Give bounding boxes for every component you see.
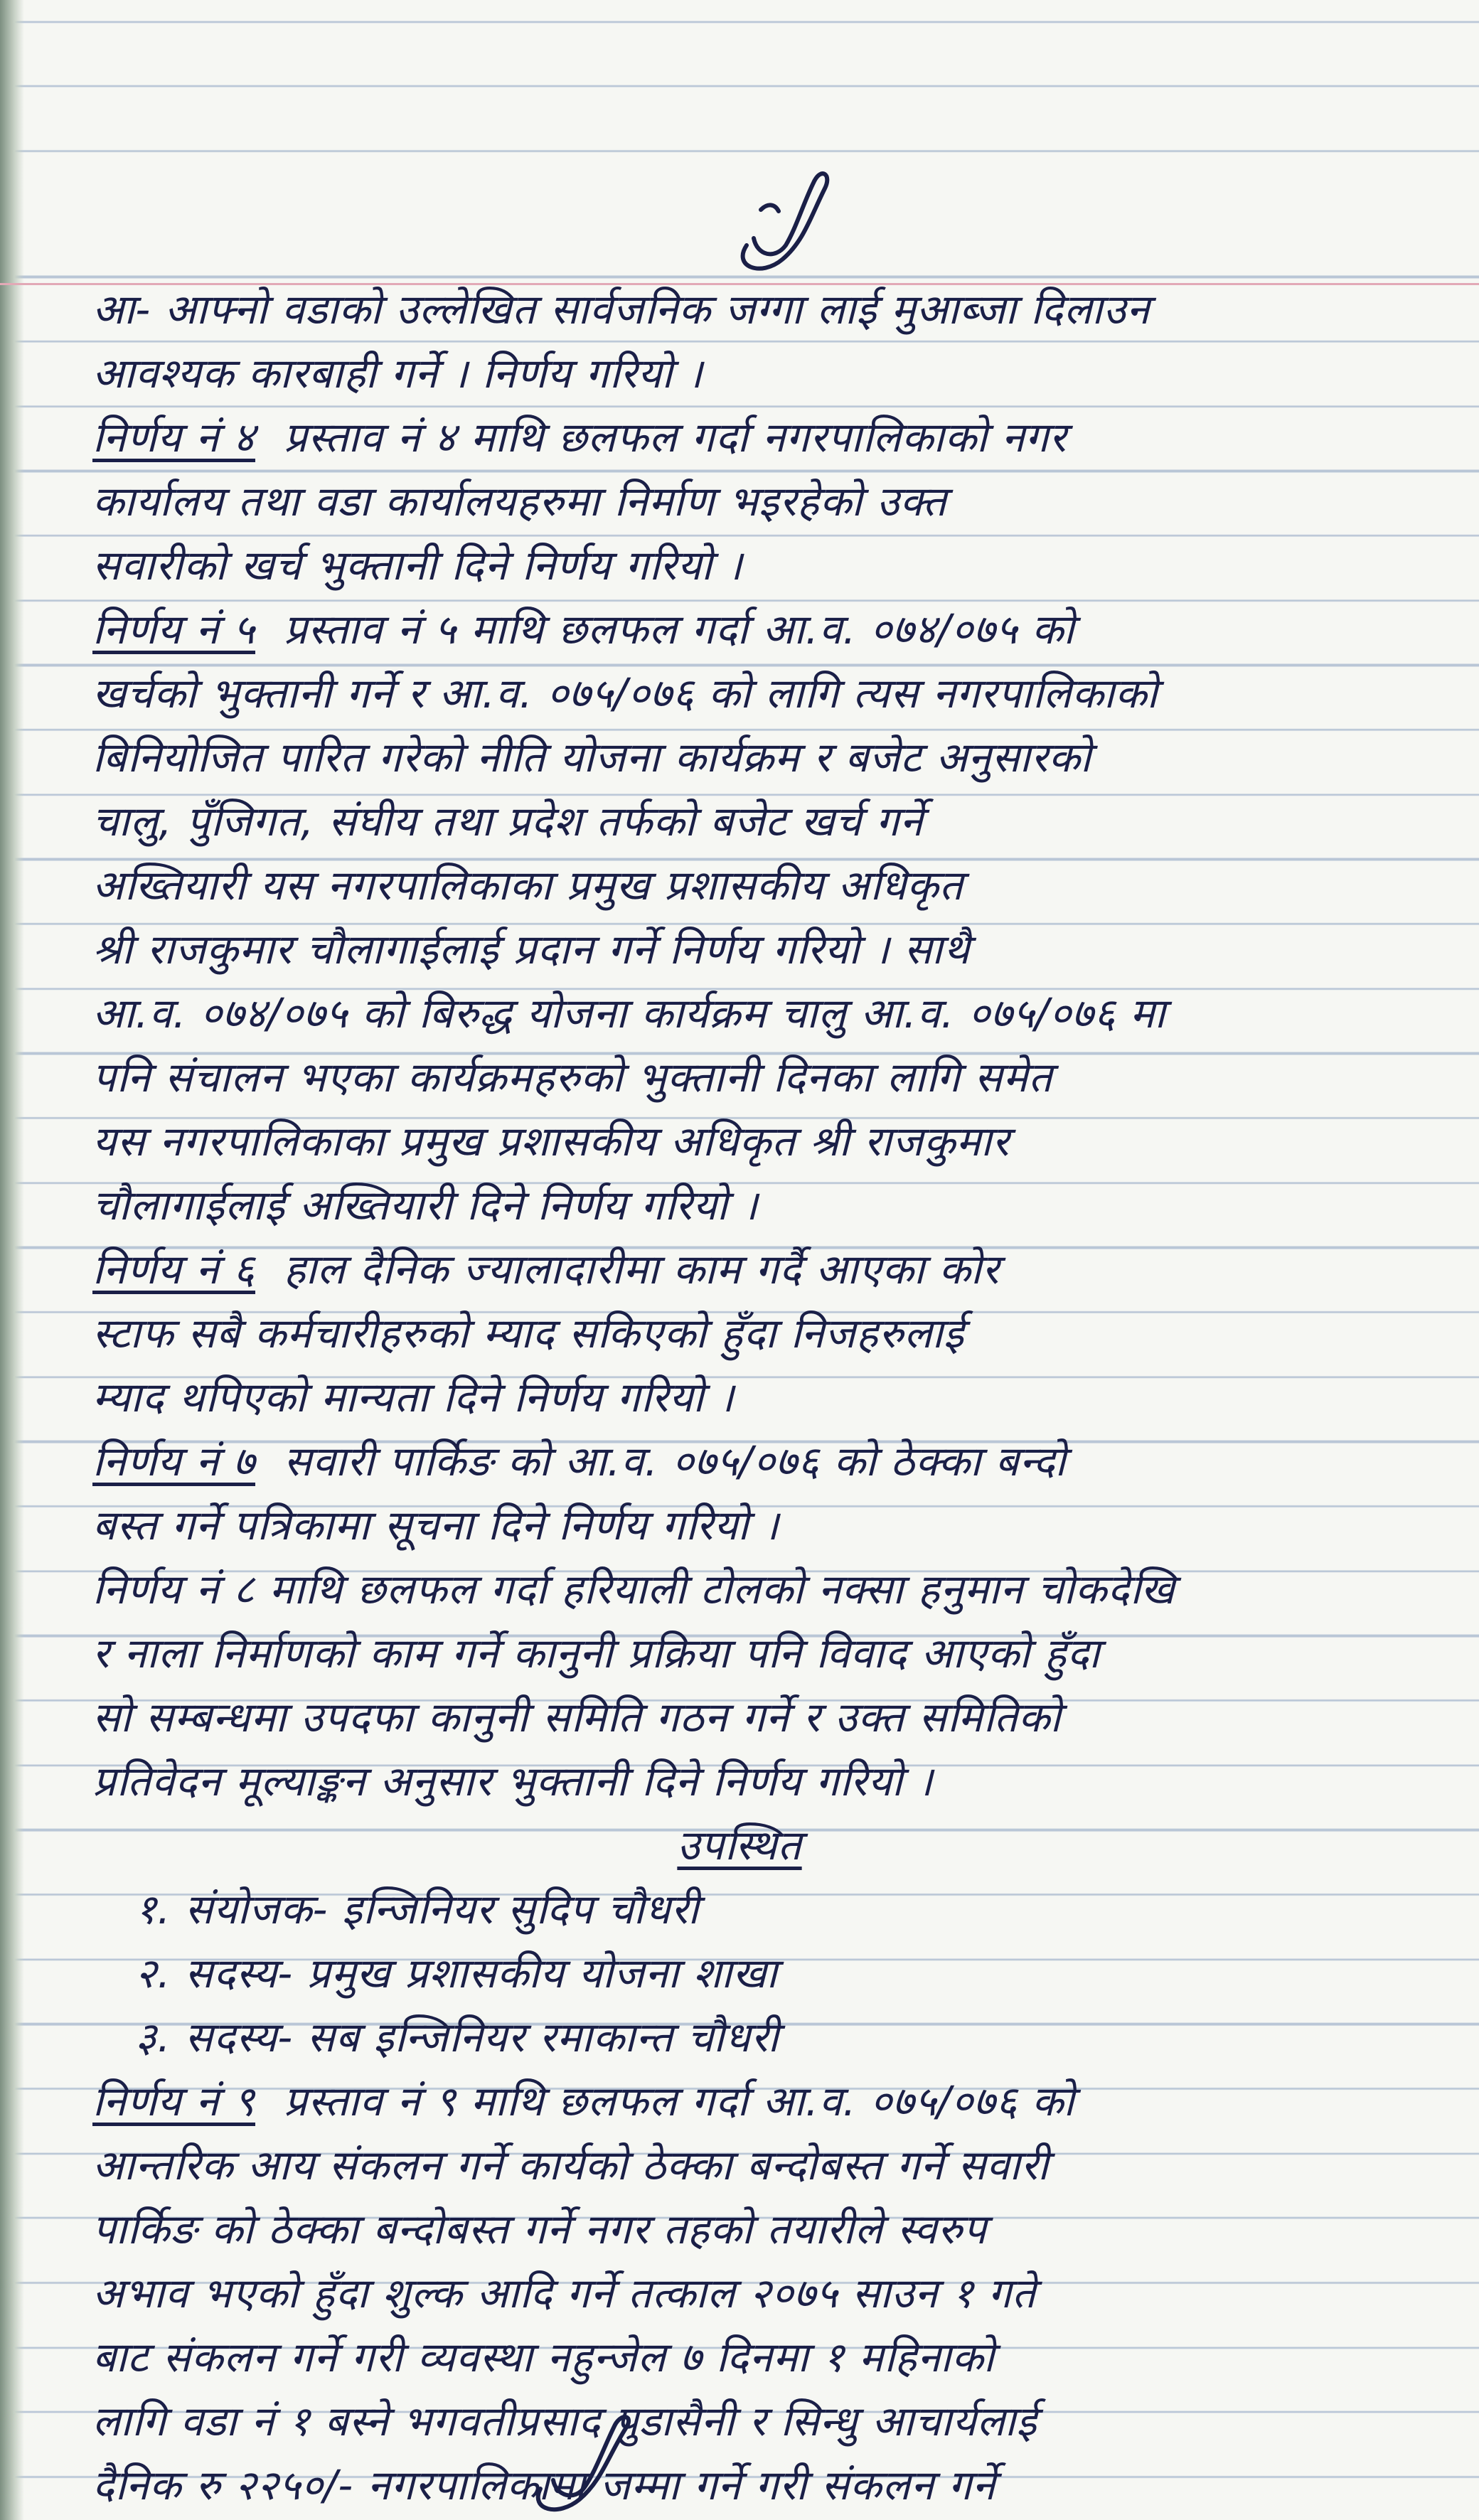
decision-heading: निर्णय नं ५ <box>92 605 256 653</box>
member-1: १. संयोजक- इन्जिनियर सुदिप चौधरी <box>135 1885 700 1933</box>
decision-heading: निर्णय नं ७ <box>92 1437 256 1485</box>
decision-heading: निर्णय नं ९ <box>92 2077 256 2125</box>
line-32: अभाव भएको हुँदा शुल्क आदि गर्ने तत्काल २०७५ साउन १ गते <box>92 2269 1037 2317</box>
line-4: कार्यालय तथा वडा कार्यालयहरुमा निर्माण भइरहेको उक्त <box>92 477 947 525</box>
attendees-heading: उपस्थित <box>677 1821 802 1869</box>
line-17: स्टाफ सबै कर्मचारीहरुको म्याद सकिएको हुँदा निजहरुलाई <box>92 1309 965 1357</box>
decision-4-line <box>92 405 1436 469</box>
line-31: पार्किङ को ठेक्का बन्दोबस्त गर्ने नगर तहको तयारीले स्वरुप <box>92 2205 988 2253</box>
member-3: ३. सदस्य- सब इन्जिनियर रमाकान्त चौधरी <box>135 2013 779 2061</box>
line-21: निर्णय नं ८ माथि छलफल गर्दा हरियाली टोलको नक्सा हनुमान चोकदेखि <box>92 1565 1175 1613</box>
line-20: बस्त गर्ने पत्रिकामा सूचना दिने निर्णय गरियो । <box>92 1501 779 1549</box>
signature-top <box>718 160 853 281</box>
line-8: बिनियोजित पारित गरेको नीति योजना कार्यक्रम र बजेट अनुसारको <box>92 733 1092 781</box>
line-text: हाल दैनिक ज्यालादारीमा काम गर्दै आएका कोर <box>284 1245 1000 1293</box>
line-30: आन्तरिक आय संकलन गर्ने कार्यको ठेक्का बन्दोबस्त गर्ने सवारी <box>92 2141 1050 2189</box>
decision-heading: निर्णय नं ६ <box>92 1245 256 1293</box>
line-15: चौलागाईलाई अख्तियारी दिने निर्णय गरियो । <box>92 1181 759 1229</box>
line-2: आवश्यक कारबाही गर्ने । निर्णय गरियो । <box>92 349 703 397</box>
line-11: श्री राजकुमार चौलागाईलाई प्रदान गर्ने निर्णय गरियो । साथै <box>92 925 971 973</box>
line-9: चालु, पुँजिगत, संघीय तथा प्रदेश तर्फको बजेट खर्च गर्ने <box>92 797 924 845</box>
line-35: दैनिक रु २२५०/- नगरपालिकामा जम्मा गर्ने गरी संकलन गर्ने <box>92 2461 996 2509</box>
line-5: सवारीको खर्च भुक्तानी दिने निर्णय गरियो । <box>92 541 743 589</box>
line-24: प्रतिवेदन मूल्याङ्कन अनुसार भुक्तानी दिने निर्णय गरियो । <box>92 1757 934 1805</box>
line-18: म्याद थपिएको मान्यता दिने निर्णय गरियो । <box>92 1373 735 1421</box>
line-12: आ.व. ०७४/०७५ को बिरुद्ध योजना कार्यक्रम चालु आ.व. ०७५/०७६ मा <box>92 989 1166 1037</box>
decision-6-line <box>92 1237 1436 1301</box>
line-13: पनि संचालन भएका कार्यक्रमहरुको भुक्तानी दिनका लागि समेत <box>92 1053 1053 1101</box>
line-1: आ- आफ्नो वडाको उल्लेखित सार्वजनिक जग्गा लाई मुआब्जा दिलाउन <box>92 285 1150 333</box>
line-text: प्रस्ताव नं ५ माथि छलफल गर्दा आ.व. ०७४/०७५ को <box>284 605 1075 653</box>
decision-heading: निर्णय नं ४ <box>92 413 256 461</box>
line-22: र नाला निर्माणको काम गर्ने कानुनी प्रक्रिया पनि विवाद आएको हुँदा <box>92 1629 1101 1677</box>
line-23: सो सम्बन्धमा उपदफा कानुनी समिति गठन गर्ने र उक्त समितिको <box>92 1693 1062 1741</box>
line-7: खर्चको भुक्तानी गर्ने र आ.व. ०७५/०७६ को लागि त्यस नगरपालिकाको <box>92 669 1158 717</box>
line-34: लागि वडा नं १ बस्ने भगवतीप्रसाद पुडासैनी र सिन्धु आचार्यलाई <box>92 2397 1037 2445</box>
decision-5-line <box>92 597 1436 661</box>
signature-bottom <box>519 2410 654 2517</box>
line-text: प्रस्ताव नं ९ माथि छलफल गर्दा आ.व. ०७५/०७६ को <box>284 2077 1075 2125</box>
line-10: अख्तियारी यस नगरपालिकाका प्रमुख प्रशासकीय अधिकृत <box>92 861 963 909</box>
member-2: २. सदस्य- प्रमुख प्रशासकीय योजना शाखा <box>135 1949 778 1997</box>
line-14: यस नगरपालिकाका प्रमुख प्रशासकीय अधिकृत श्री राजकुमार <box>92 1117 1010 1165</box>
line-text: प्रस्ताव नं ४ माथि छलफल गर्दा नगरपालिकाको नगर <box>284 413 1067 461</box>
line-text: सवारी पार्किङ को आ.व. ०७५/०७६ को ठेक्का बन्दो <box>284 1437 1067 1485</box>
decision-9-line <box>92 2069 1436 2133</box>
decision-7-line <box>92 1429 1436 1493</box>
line-33: बाट संकलन गर्ने गरी व्यवस्था नहुन्जेल ७ दिनमा १ महिनाको <box>92 2333 995 2381</box>
